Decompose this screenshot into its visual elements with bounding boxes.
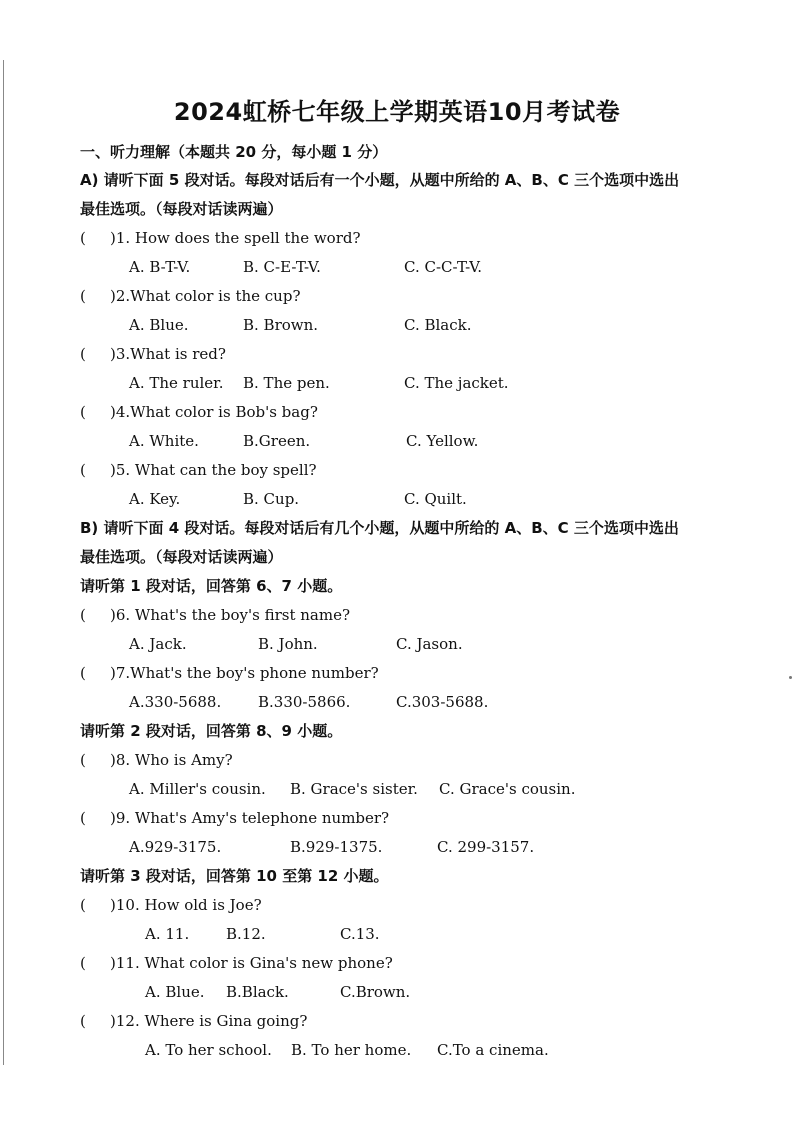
answer-blank[interactable]: ( xyxy=(80,751,86,769)
option-a: A. Miller's cousin. xyxy=(129,780,266,798)
question-9-options xyxy=(80,833,760,862)
question-5-options xyxy=(80,485,760,514)
option-c: C. Black. xyxy=(404,316,472,334)
question-stem: )12. Where is Gina going? xyxy=(110,1012,308,1030)
answer-blank[interactable]: ( xyxy=(80,606,86,624)
part-a-instructions xyxy=(80,166,760,224)
question-stem: )4.What color is Bob's bag? xyxy=(110,403,318,421)
question-stem: )9. What's Amy's telephone number? xyxy=(110,809,390,827)
option-a: A. Jack. xyxy=(129,635,187,653)
dialog-1-heading: 请听第 1 段对话，回答第 6、7 小题。 xyxy=(80,577,343,595)
answer-blank[interactable]: ( xyxy=(80,403,86,421)
question-8-options xyxy=(80,775,760,804)
option-b: B. Cup. xyxy=(243,490,300,508)
question-3 xyxy=(80,340,760,369)
question-12 xyxy=(80,1007,760,1036)
answer-blank[interactable]: ( xyxy=(80,896,86,914)
answer-blank[interactable]: ( xyxy=(80,809,86,827)
option-b: B. Brown. xyxy=(243,316,319,334)
question-stem: )11. What color is Gina's new phone? xyxy=(110,954,393,972)
option-b: B.12. xyxy=(226,925,266,943)
exam-title: 2024虹桥七年级上学期英语10月考试卷 xyxy=(173,98,621,126)
option-b: B. C-E-T-V. xyxy=(243,258,321,276)
option-c: C. Yellow. xyxy=(406,432,479,450)
question-10-options xyxy=(80,920,760,949)
question-7-options xyxy=(80,688,760,717)
answer-blank[interactable]: ( xyxy=(80,229,86,247)
question-12-options xyxy=(80,1036,760,1065)
question-stem: )3.What is red? xyxy=(110,345,226,363)
option-b: B. To her home. xyxy=(291,1041,412,1059)
option-c: C.Brown. xyxy=(340,983,411,1001)
question-7 xyxy=(80,659,760,688)
question-8 xyxy=(80,746,760,775)
option-a: A. Blue. xyxy=(129,316,189,334)
option-c: C. Quilt. xyxy=(404,490,467,508)
answer-blank[interactable]: ( xyxy=(80,954,86,972)
part-b-line-1: B) 请听下面 4 段对话。每段对话后有几个小题，从题中所给的 A、B、C 三个选项中选出 xyxy=(80,519,679,537)
part-b-instructions xyxy=(80,514,760,572)
option-c: C. The jacket. xyxy=(404,374,509,392)
option-a: A. B-T-V. xyxy=(129,258,191,276)
option-c: C. C-C-T-V. xyxy=(404,258,483,276)
question-1 xyxy=(80,224,760,253)
question-3-options xyxy=(80,369,760,398)
question-1-options xyxy=(80,253,760,282)
question-4-options xyxy=(80,427,760,456)
option-c: C.13. xyxy=(340,925,380,943)
option-a: A.929-3175. xyxy=(129,838,222,856)
question-5 xyxy=(80,456,760,485)
option-b: B. Grace's sister. xyxy=(290,780,418,798)
option-b: B. The pen. xyxy=(243,374,330,392)
option-b: B.929-1375. xyxy=(290,838,383,856)
question-stem: )10. How old is Joe? xyxy=(110,896,262,914)
dialog-2-heading: 请听第 2 段对话，回答第 8、9 小题。 xyxy=(80,722,343,740)
option-c: C.To a cinema. xyxy=(437,1041,549,1059)
part-a-line-2: 最佳选项。（每段对话读两遍） xyxy=(80,200,283,218)
question-11-options xyxy=(80,978,760,1007)
part-a-line-1: A) 请听下面 5 段对话。每段对话后有一个小题，从题中所给的 A、B、C 三个选项中选出 xyxy=(80,171,680,189)
section-heading-listening: 一、听力理解（本题共 20 分，每小题 1 分） xyxy=(80,143,388,161)
question-11 xyxy=(80,949,760,978)
part-b-line-2: 最佳选项。（每段对话读两遍） xyxy=(80,548,283,566)
question-10 xyxy=(80,891,760,920)
option-a: A. 11. xyxy=(145,925,190,943)
question-6 xyxy=(80,601,760,630)
option-a: A. Key. xyxy=(129,490,181,508)
option-c: C. Jason. xyxy=(396,635,463,653)
answer-blank[interactable]: ( xyxy=(80,461,86,479)
option-b: B.330-5866. xyxy=(258,693,351,711)
answer-blank[interactable]: ( xyxy=(80,345,86,363)
option-b: B. John. xyxy=(258,635,318,653)
answer-blank[interactable]: ( xyxy=(80,664,86,682)
page-left-edge-line xyxy=(3,60,4,1065)
option-c: C. Grace's cousin. xyxy=(439,780,576,798)
question-stem: )2.What color is the cup? xyxy=(110,287,301,305)
option-b: B.Black. xyxy=(226,983,289,1001)
question-stem: )8. Who is Amy? xyxy=(110,751,233,769)
exam-body xyxy=(80,138,760,1065)
question-4 xyxy=(80,398,760,427)
question-2 xyxy=(80,282,760,311)
stray-dot xyxy=(789,676,792,679)
question-stem: )7.What's the boy's phone number? xyxy=(110,664,379,682)
option-c: C. 299-3157. xyxy=(437,838,535,856)
option-a: A. Blue. xyxy=(145,983,205,1001)
option-b: B.Green. xyxy=(243,432,311,450)
option-a: A. To her school. xyxy=(145,1041,272,1059)
option-c: C.303-5688. xyxy=(396,693,489,711)
answer-blank[interactable]: ( xyxy=(80,1012,86,1030)
question-9 xyxy=(80,804,760,833)
question-stem: )5. What can the boy spell? xyxy=(110,461,317,479)
dialog-3-heading: 请听第 3 段对话，回答第 10 至第 12 小题。 xyxy=(80,867,389,885)
option-a: A. White. xyxy=(129,432,199,450)
question-stem: )6. What's the boy's first name? xyxy=(110,606,351,624)
option-a: A. The ruler. xyxy=(129,374,224,392)
option-a: A.330-5688. xyxy=(129,693,222,711)
answer-blank[interactable]: ( xyxy=(80,287,86,305)
question-stem: )1. How does the spell the word? xyxy=(110,229,361,247)
question-6-options xyxy=(80,630,760,659)
question-2-options xyxy=(80,311,760,340)
